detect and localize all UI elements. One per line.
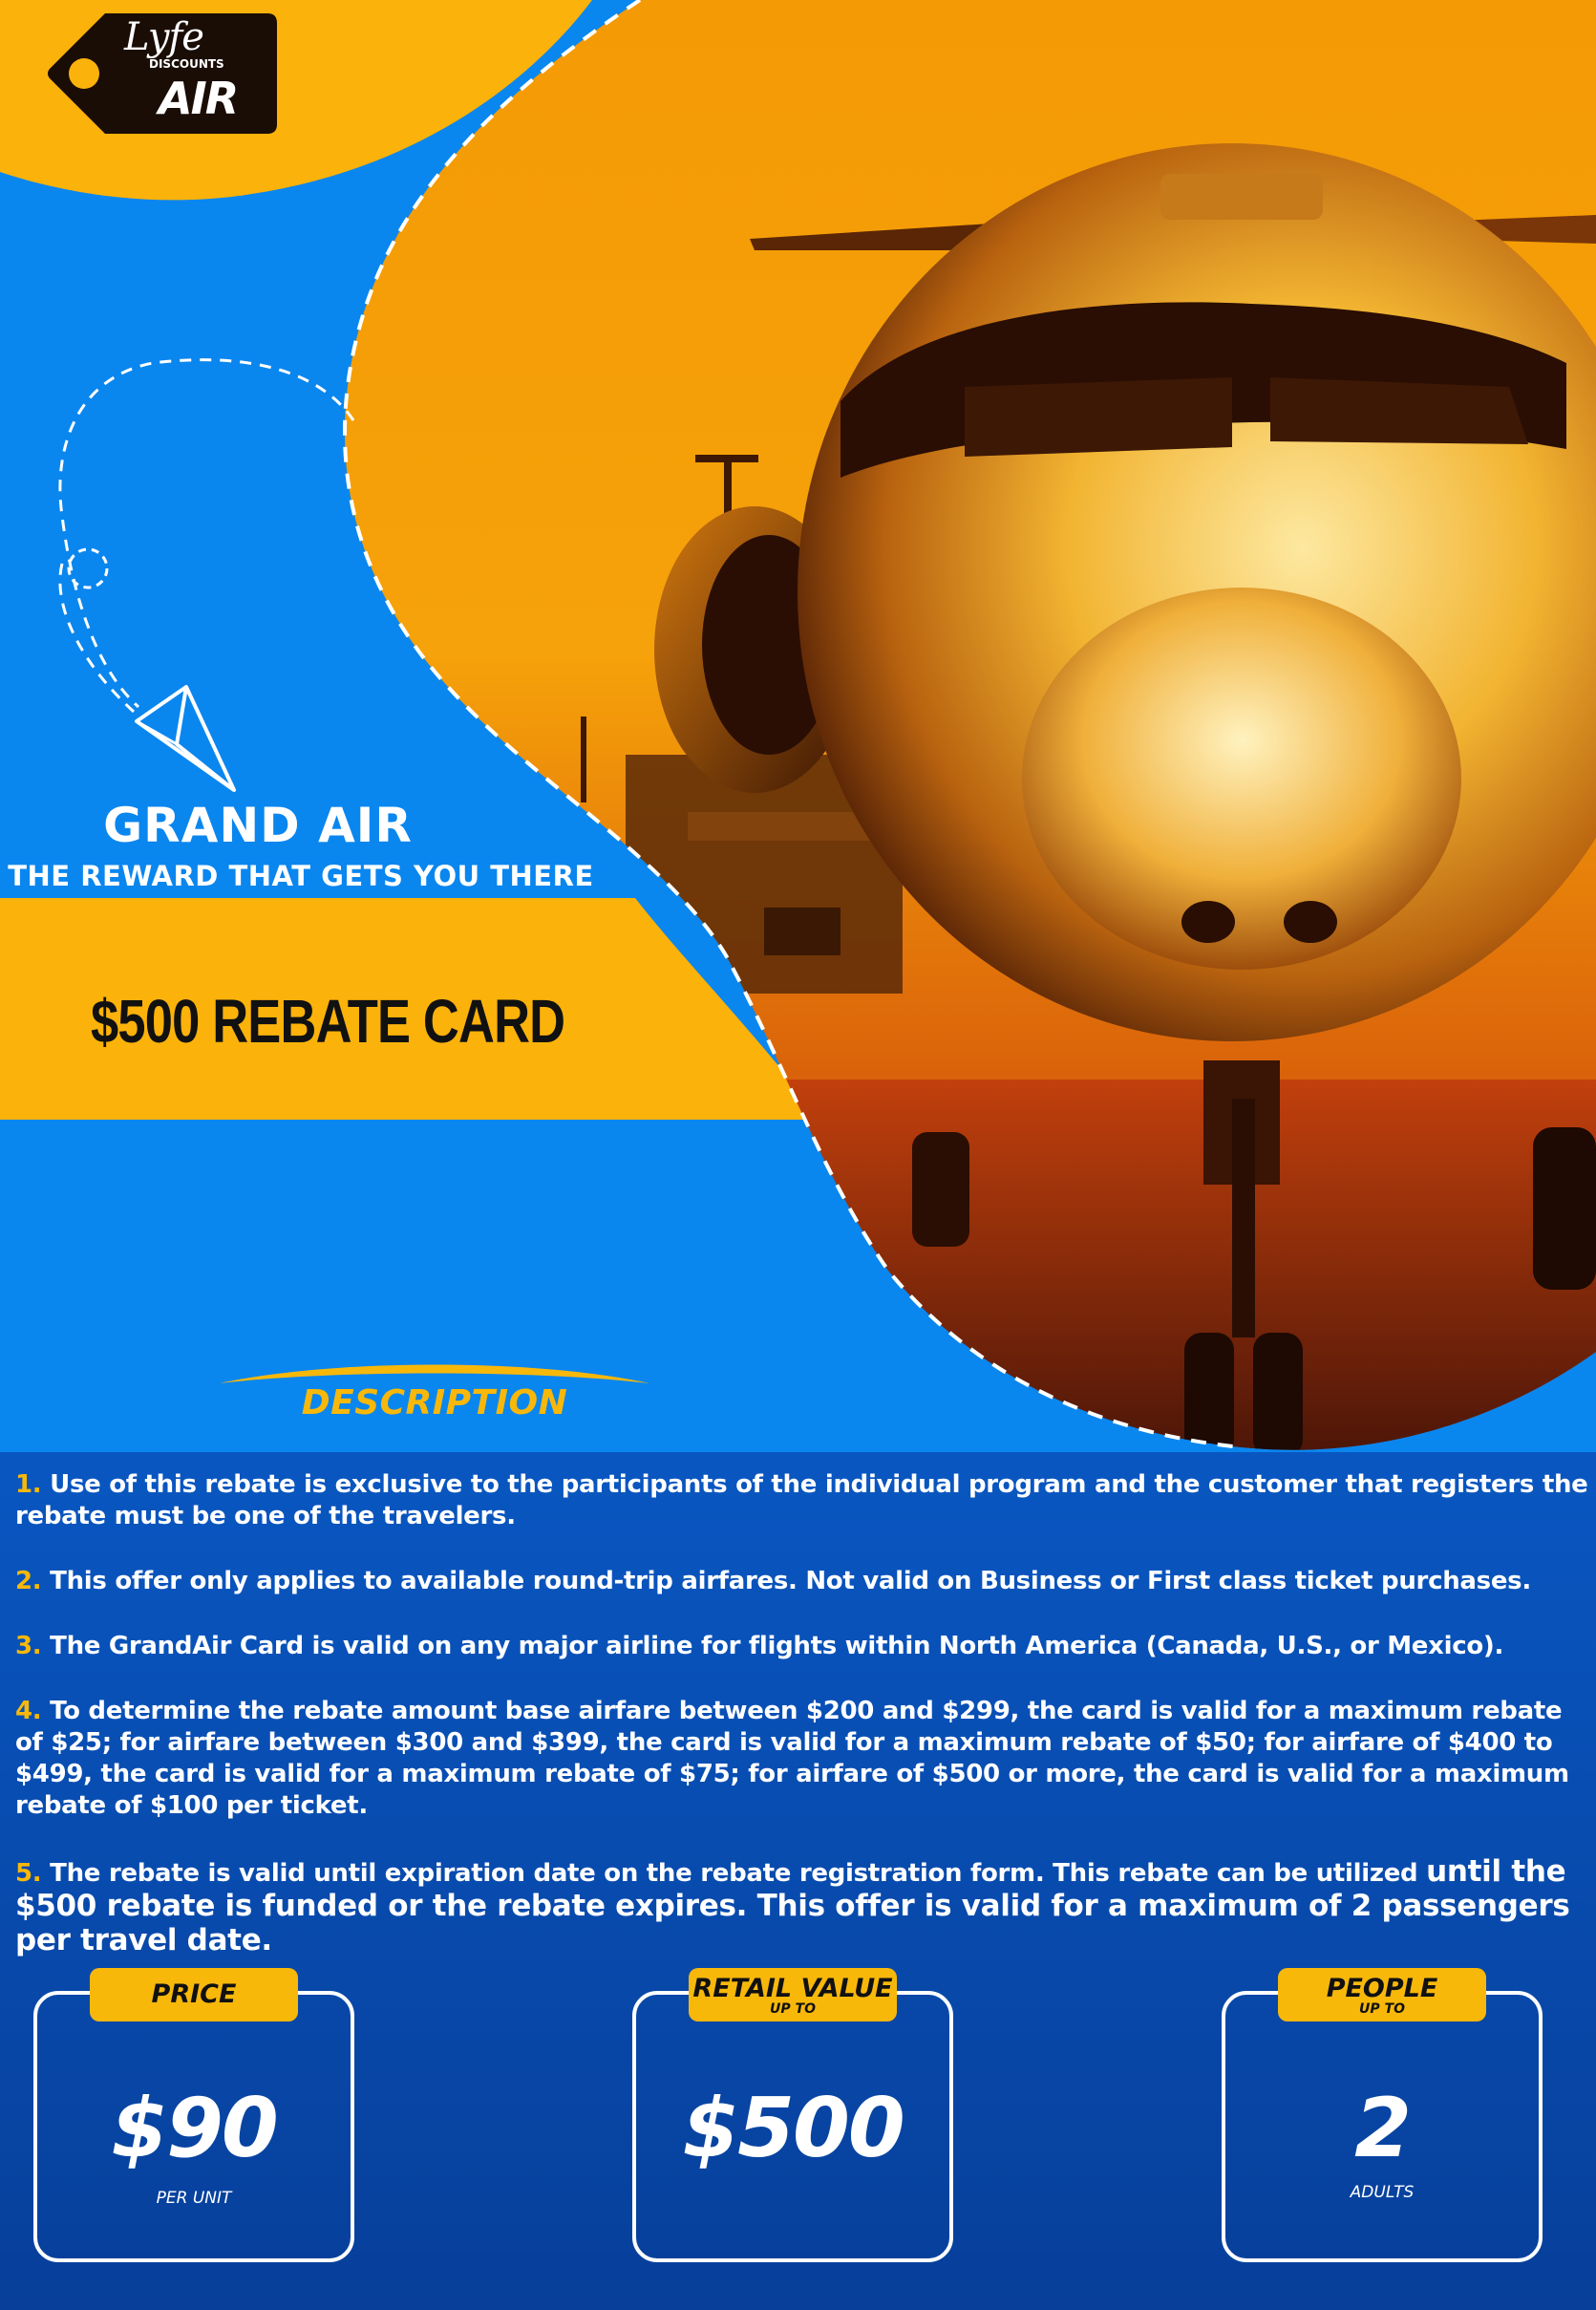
description-arc (220, 1357, 649, 1385)
item-number: 3. (15, 1632, 42, 1660)
item-number: 4. (15, 1697, 42, 1725)
price-card (33, 1979, 354, 2262)
logo-word-discounts: DISCOUNTS (149, 57, 224, 71)
logo-word-lyfe: Lyfe (124, 15, 203, 59)
paper-plane-icon (129, 683, 239, 798)
people-card (1222, 1974, 1543, 2262)
brand-title: GRAND AIR (103, 798, 413, 853)
card-subtitle: UP TO (1359, 2001, 1405, 2017)
item-text: Use of this rebate is exclusive to the participants of the individual program and the customer that registers the rebate must be one of the travelers. (15, 1470, 1588, 1530)
price-card-tab (90, 1968, 298, 2021)
brand-tagline: THE REWARD THAT GETS YOU THERE (8, 860, 594, 892)
description-heading: DESCRIPTION (301, 1383, 568, 1422)
people-unit-label: ADULTS (1350, 2183, 1415, 2202)
description-item-5 (15, 1855, 1589, 1958)
retail-value: $500 (682, 2081, 904, 2176)
item-number: 1. (15, 1470, 42, 1499)
description-list (15, 1469, 1589, 1992)
description-item-4 (15, 1696, 1589, 1822)
logo-word-air: AIR (159, 73, 238, 124)
item-text: This offer only applies to available round-trip airfares. Not valid on Business or First class ticket purchases. (50, 1567, 1531, 1595)
people-card-tab (1278, 1968, 1486, 2021)
item-text-large: until the $500 rebate is funded or the rebate expires. This offer is valid for a maximum of 2 passengers per travel date. (15, 1854, 1570, 1957)
price-value: $90 (111, 2081, 277, 2176)
card-subtitle: UP TO (770, 2001, 816, 2017)
lyfe-discounts-air-logo (46, 11, 279, 136)
item-text: To determine the rebate amount base airfare between $200 and $299, the card is valid for a maximum rebate of $25; for airfare between $300 and $399, the card is valid for a maximum rebate of $50; for airfare of $400 to $499, the card is valid for a maximum rebate of $75; for airfare of $500 or more, the card is valid for a maximum rebate of $100 per ticket. (15, 1697, 1569, 1820)
item-text: The GrandAir Card is valid on any major airline for flights within North America (Canada, U.S., or Mexico). (50, 1632, 1504, 1660)
retail-value-card (632, 1974, 953, 2262)
card-title: PEOPLE (1326, 1974, 1438, 2003)
card-title: PRICE (151, 1979, 237, 2009)
rebate-card-title: $500 REBATE CARD (91, 987, 565, 1056)
description-item-3 (15, 1631, 1589, 1662)
item-text: The rebate is valid until expiration date on the rebate registration form. This rebate can be utilized (50, 1859, 1418, 1888)
description-item-1 (15, 1469, 1589, 1532)
description-item-2 (15, 1566, 1589, 1597)
price-unit-label: PER UNIT (156, 2189, 232, 2208)
item-number: 5. (15, 1859, 42, 1888)
card-title: RETAIL VALUE (692, 1974, 893, 2003)
retail-value-card-tab (689, 1968, 897, 2021)
people-value: 2 (1354, 2081, 1410, 2176)
item-number: 2. (15, 1567, 42, 1595)
